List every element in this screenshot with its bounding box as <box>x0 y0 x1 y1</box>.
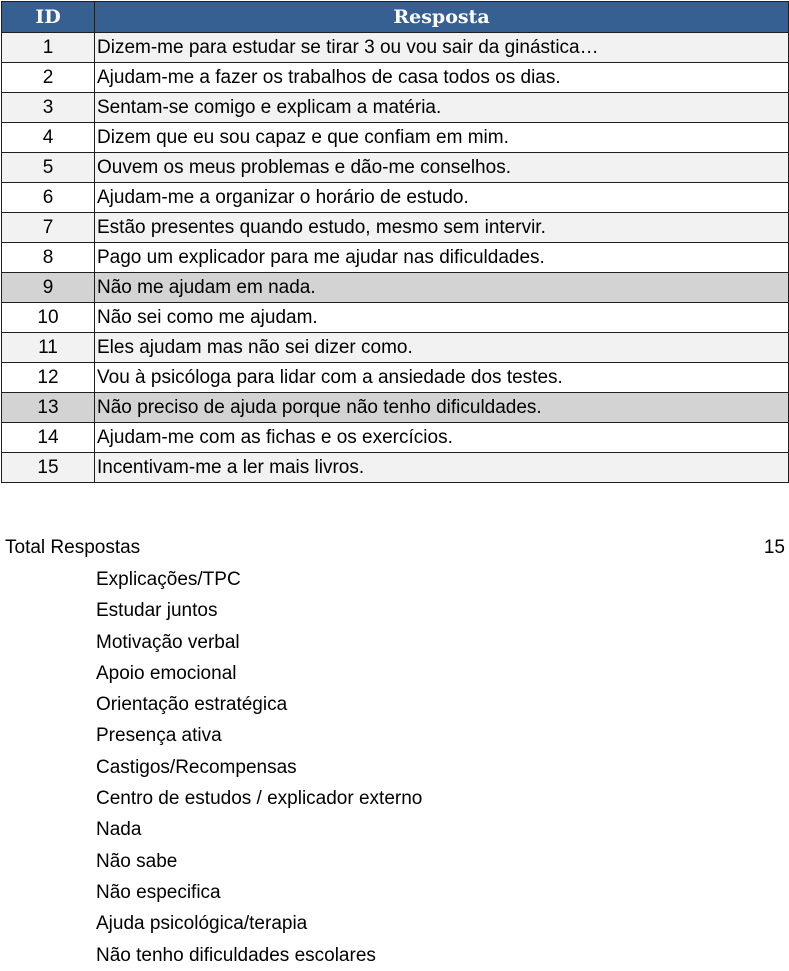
cell-id[interactable]: 7 <box>2 213 95 243</box>
cell-id[interactable]: 13 <box>2 393 95 423</box>
table-row <box>2 123 789 153</box>
total-value[interactable]: 15 <box>763 537 785 558</box>
cell-id[interactable]: 14 <box>2 423 95 453</box>
cell-resposta[interactable]: Eles ajudam mas não sei dizer como. <box>95 333 789 363</box>
cell-id[interactable]: 8 <box>2 243 95 273</box>
cell-id[interactable]: 9 <box>2 273 95 303</box>
table-row <box>2 243 789 273</box>
cell-resposta[interactable]: Incentivam-me a ler mais livros. <box>95 453 789 483</box>
cell-resposta[interactable]: Dizem que eu sou capaz e que confiam em mim. <box>95 123 789 153</box>
category-item[interactable]: Presença ativa <box>96 725 222 747</box>
category-item[interactable]: Não sabe <box>96 850 178 872</box>
category-item[interactable]: Castigos/Recompensas <box>96 756 297 778</box>
cell-resposta[interactable]: Dizem-me para estudar se tirar 3 ou vou sair da ginástica… <box>95 33 789 63</box>
category-item[interactable]: Explicações/TPC <box>96 569 241 590</box>
cell-resposta[interactable]: Não preciso de ajuda porque não tenho dificuldades. <box>95 393 789 423</box>
cell-resposta[interactable]: Ouvem os meus problemas e dão-me conselhos. <box>95 153 789 183</box>
cell-resposta[interactable]: Ajudam-me com as fichas e os exercícios. <box>95 423 789 453</box>
table-row <box>2 363 789 393</box>
table-row-highlighted <box>2 273 789 303</box>
header-id[interactable]: ID <box>2 2 95 33</box>
cell-resposta[interactable]: Vou à psicóloga para lidar com a ansiedade dos testes. <box>95 363 789 393</box>
cell-resposta[interactable]: Ajudam-me a organizar o horário de estudo. <box>95 183 789 213</box>
cell-id[interactable]: 1 <box>2 33 95 63</box>
cell-id[interactable]: 12 <box>2 363 95 393</box>
cell-id[interactable]: 4 <box>2 123 95 153</box>
cell-id[interactable]: 11 <box>2 333 95 363</box>
header-resposta[interactable]: Resposta <box>95 2 789 33</box>
category-item[interactable]: Ajuda psicológica/terapia <box>96 913 308 935</box>
category-item[interactable]: Não especifica <box>96 881 221 903</box>
table-row <box>2 453 789 483</box>
responses-table <box>1 1 789 483</box>
cell-id[interactable]: 15 <box>2 453 95 483</box>
cell-resposta[interactable]: Ajudam-me a fazer os trabalhos de casa todos os dias. <box>95 63 789 93</box>
table-row <box>2 303 789 333</box>
category-item[interactable]: Não tenho dificuldades escolares <box>96 944 376 966</box>
table-row <box>2 333 789 363</box>
table-row-highlighted <box>2 393 789 423</box>
table-row <box>2 33 789 63</box>
category-item[interactable]: Estudar juntos <box>96 600 218 622</box>
cell-resposta[interactable]: Não me ajudam em nada. <box>95 273 789 303</box>
cell-resposta[interactable]: Pago um explicador para me ajudar nas dificuldades. <box>95 243 789 273</box>
table-row <box>2 153 789 183</box>
cell-id[interactable]: 10 <box>2 303 95 333</box>
category-item[interactable]: Motivação verbal <box>96 631 240 653</box>
cell-id[interactable]: 2 <box>2 63 95 93</box>
cell-resposta[interactable]: Sentam-se comigo e explicam a matéria. <box>95 93 789 123</box>
cell-id[interactable]: 3 <box>2 93 95 123</box>
cell-resposta[interactable]: Não sei como me ajudam. <box>95 303 789 333</box>
cell-id[interactable]: 5 <box>2 153 95 183</box>
category-item[interactable]: Apoio emocional <box>96 662 237 684</box>
table-row <box>2 93 789 123</box>
cell-id[interactable]: 6 <box>2 183 95 213</box>
category-list <box>96 564 422 971</box>
category-item[interactable]: Nada <box>96 819 142 841</box>
table-row <box>2 213 789 243</box>
header-row <box>2 2 789 33</box>
cell-resposta[interactable]: Estão presentes quando estudo, mesmo sem intervir. <box>95 213 789 243</box>
category-item[interactable]: Orientação estratégica <box>96 694 288 716</box>
total-label[interactable]: Total Respostas <box>5 537 141 558</box>
category-item[interactable]: Centro de estudos / explicador externo <box>96 788 423 810</box>
table-row <box>2 183 789 213</box>
table-row <box>2 423 789 453</box>
table-row <box>2 63 789 93</box>
